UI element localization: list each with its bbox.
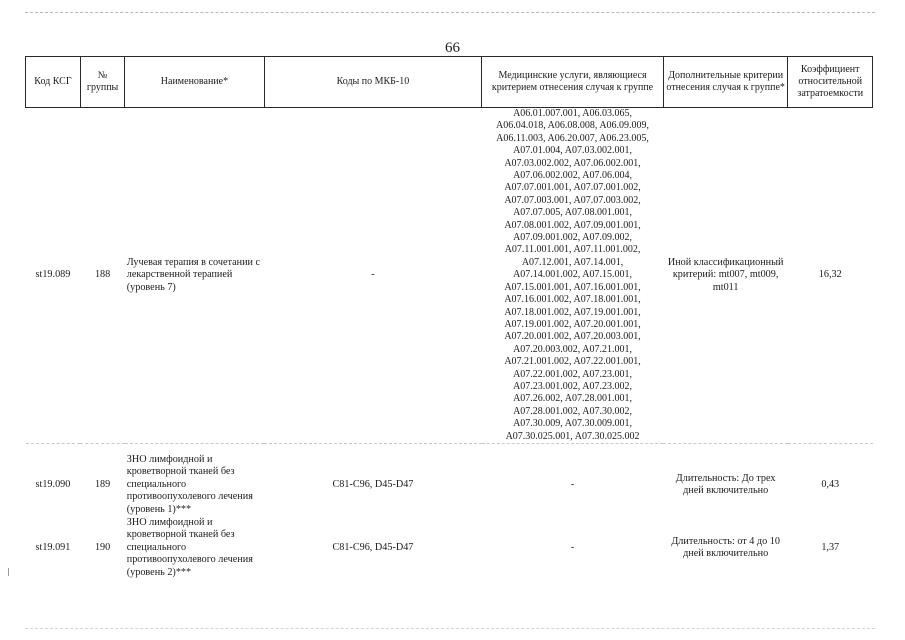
top-rule xyxy=(25,12,875,13)
service-code-line: A07.03.002.002, A07.06.002.001, xyxy=(504,157,641,169)
service-code-line: A07.06.002.002, A07.06.004, xyxy=(513,170,632,182)
cell-extra: Длительность: До трех дней включительно xyxy=(675,472,776,496)
service-code-line: A07.07.001.001, A07.07.001.002, xyxy=(504,182,641,194)
cell-extra: Иной классификационный критерий: mt007, mt009, mt011 xyxy=(667,256,784,293)
table-row xyxy=(26,443,873,516)
header-group: № группы xyxy=(80,57,124,108)
service-code-line: A07.26.002, A07.28.001.001, xyxy=(513,393,632,405)
service-code-line: A07.20.001.002, A07.20.003.001, xyxy=(504,331,641,343)
page-number: 66 xyxy=(445,40,460,56)
ksg-table xyxy=(25,56,873,580)
service-code-line: A07.18.001.002, A07.19.001.001, xyxy=(504,306,641,318)
cell-code: st19.089 xyxy=(35,269,71,281)
header-code: Код КСГ xyxy=(26,57,81,108)
service-code-line: A07.12.001, A07.14.001, xyxy=(521,256,624,268)
cell-name: ЗНО лимфоидной и кроветворной тканей без специального противоопухолевого лечения (уровень 1)*** xyxy=(126,453,253,515)
cell-name: Лучевая терапия в сочетании с лекарственной терапией (уровень 7) xyxy=(126,256,261,293)
cell-mkb: C81-C96, D45-D47 xyxy=(332,541,414,553)
service-code-line: A07.19.001.002, A07.20.001.001, xyxy=(504,318,641,330)
cell-name: ЗНО лимфоидной и кроветворной тканей без специального противоопухолевого лечения (уровень 2)*** xyxy=(126,516,253,578)
cell-coef: 0,43 xyxy=(821,478,840,490)
service-code-line: A07.01.004, A07.03.002.001, xyxy=(513,145,632,157)
service-code-line: A07.09.001.002, A07.09.002, xyxy=(513,232,632,244)
service-code-line: A07.08.001.002, A07.09.001.001, xyxy=(504,219,641,231)
service-code-line: A07.20.003.002, A07.21.001, xyxy=(513,343,632,355)
service-code-line: A07.21.001.002, A07.22.001.001, xyxy=(504,356,641,368)
service-code-line: A07.30.009, A07.30.009.001, xyxy=(513,418,632,430)
service-code-line: A07.23.001.002, A07.23.002, xyxy=(513,380,632,392)
service-code-line: A07.16.001.002, A07.18.001.001, xyxy=(504,294,641,306)
table-row xyxy=(26,108,873,444)
header-name: Наименование* xyxy=(125,57,264,108)
cell-services: - xyxy=(570,478,575,490)
service-code-line: A07.28.001.002, A07.30.002, xyxy=(513,405,632,417)
services-list xyxy=(484,108,662,443)
bottom-rule xyxy=(25,628,875,629)
cell-mkb: - xyxy=(371,269,375,281)
table-row xyxy=(26,516,873,580)
cell-coef: 16,32 xyxy=(818,269,842,281)
cell-mkb: C81-C96, D45-D47 xyxy=(332,478,414,490)
table-header-row xyxy=(26,57,873,108)
cell-services xyxy=(482,108,664,444)
header-coef: Коэффициент относительной затратоемкости xyxy=(788,57,873,108)
header-extra: Дополнительные критерии отнесения случая к группе* xyxy=(663,57,788,108)
service-code-line: A07.07.003.001, A07.07.003.002, xyxy=(504,194,641,206)
service-code-line: A07.11.001.001, A07.11.001.002, xyxy=(504,244,641,256)
service-code-line: A07.30.025.001, A07.30.025.002 xyxy=(505,430,640,442)
service-code-line: A07.14.001.002, A07.15.001, xyxy=(513,269,632,281)
service-code-line: A07.15.001.001, A07.16.001.001, xyxy=(504,281,641,293)
cell-coef: 1,37 xyxy=(821,541,840,553)
cell-code: st19.090 xyxy=(35,478,71,490)
service-code-line: A06.04.018, A06.08.008, A06.09.009, xyxy=(495,120,650,132)
cell-code: st19.091 xyxy=(35,541,71,553)
cell-extra: Длительность: от 4 до 10 дней включительно xyxy=(671,535,780,559)
header-services: Медицинские услуги, являющиеся критерием отнесения случая к группе xyxy=(482,57,664,108)
service-code-line: A07.07.005, A07.08.001.001, xyxy=(513,207,632,219)
cell-services: - xyxy=(570,541,575,553)
service-code-line: A06.11.003, A06.20.007, A06.23.005, xyxy=(496,132,649,144)
service-code-line: A07.22.001.002, A07.23.001, xyxy=(513,368,632,380)
cell-group: 188 xyxy=(94,269,111,281)
margin-mark xyxy=(8,568,9,576)
header-mkb: Коды по МКБ-10 xyxy=(264,57,482,108)
service-code-line: A06.01.007.001, A06.03.065, xyxy=(513,108,632,119)
cell-group: 189 xyxy=(94,478,111,490)
cell-group: 190 xyxy=(94,541,111,553)
